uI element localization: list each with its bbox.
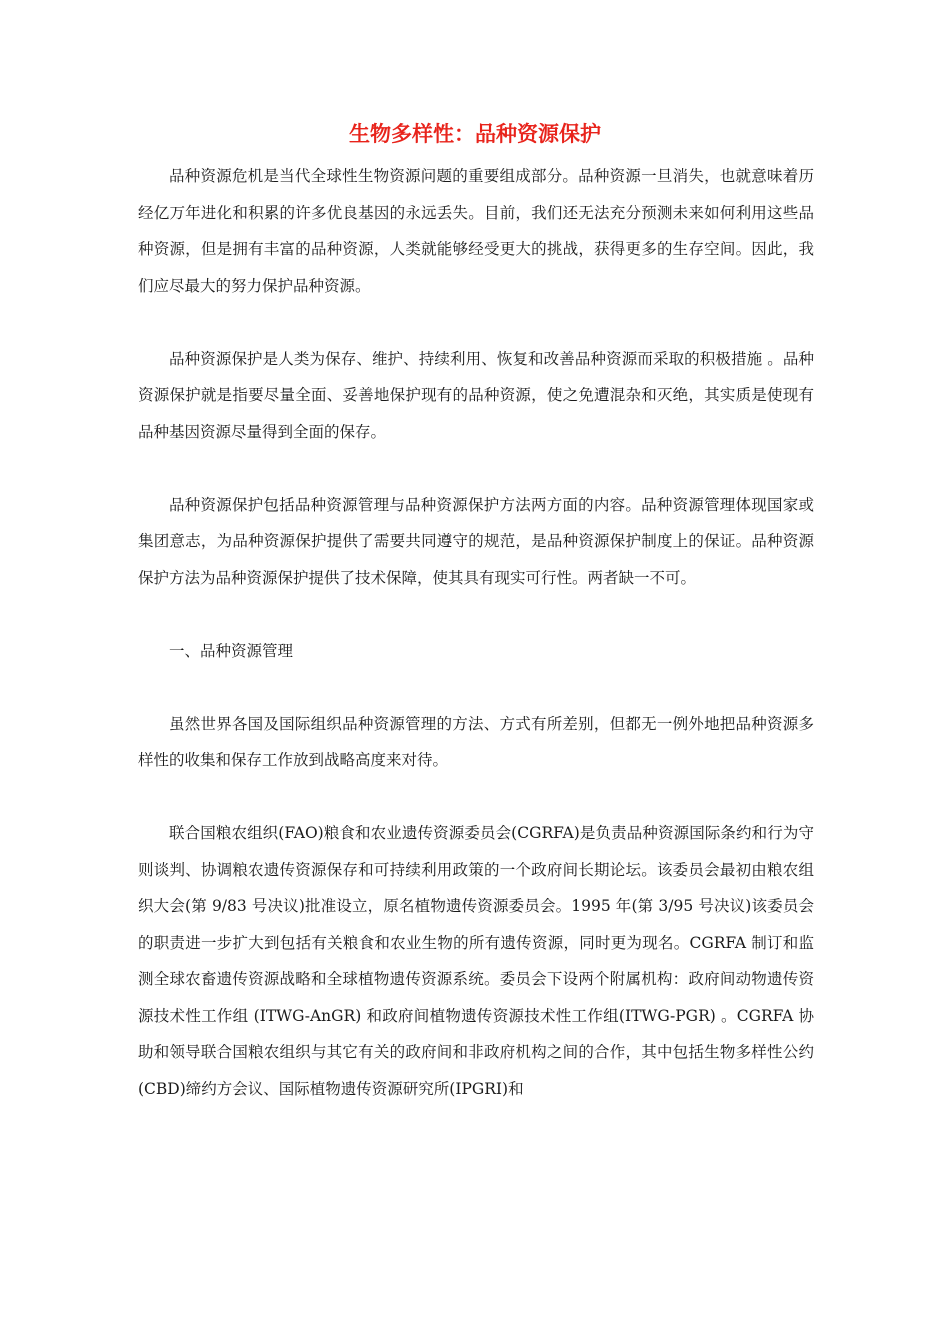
section-heading: 一、品种资源管理 [169, 641, 294, 660]
paragraph-spacer [138, 304, 814, 341]
paragraph-3: 品种资源保护包括品种资源管理与品种资源保护方法两方面的内容。品种资源管理体现国家或集团意志，为品种资源保护提供了需要共同遵守的规范，是品种资源保护制度上的保证。品种资源保护方法为品种资源保护提供了技术保障，使其具有现实可行性。两者缺一不可。 [138, 495, 814, 587]
document-body [138, 158, 814, 1107]
paragraph-1: 品种资源危机是当代全球性生物资源问题的重要组成部分。品种资源一旦消失，也就意味着历经亿万年进化和积累的许多优良基因的永远丢失。目前，我们还无法充分预测未来如何利用这些品种资源，但是拥有丰富的品种资源，人类就能够经受更大的挑战，获得更多的生存空间。因此，我们应尽最大的努力保护品种资源。 [138, 167, 814, 295]
paragraph-spacer [138, 669, 814, 706]
paragraph-spacer [138, 779, 814, 816]
paragraph-2: 品种资源保护是人类为保存、维护、持续利用、恢复和改善品种资源而采取的积极措施 。品种资源保护就是指要尽量全面、妥善地保护现有的品种资源，使之免遭混杂和灭绝，其实质是使现有品种基因资源尽量得到全面的保存。 [138, 349, 814, 441]
paragraph-4: 虽然世界各国及国际组织品种资源管理的方法、方式有所差别，但都无一例外地把品种资源多样性的收集和保存工作放到战略高度来对待。 [138, 714, 814, 769]
paragraph-spacer [138, 450, 814, 487]
paragraph-spacer [138, 596, 814, 633]
document-title: 生物多样性：品种资源保护 [349, 122, 601, 146]
paragraph-5: 联合国粮农组织(FAO)粮食和农业遗传资源委员会(CGRFA)是负责品种资源国际条约和行为守则谈判、协调粮农遗传资源保存和可持续利用政策的一个政府间长期论坛。该委员会最初由粮农组织大会(第 9/83 号决议)批准设立，原名植物遗传资源委员会。1995 年(第 3/95 号决议)该委员会的职责进一步扩大到包括有关粮食和农业生物的所有遗传资源，同时更为现名。CGRFA 制订和监测全球农畜遗传资源战略和全球植物遗传资源系统。委员会下设两个附属机构：政府间动物遗传资源技术性工作组 (ITWG-AnGR) 和政府间植物遗传资源技术性工作组(ITWG-PGR) 。CGRFA 协助和领导联合国粮农组织与其它有关的政府间和非政府机构之间的合作，其中包括生物多样性公约(CBD)缔约方会议、国际植物遗传资源研究所(IPGRI)和 [138, 824, 814, 1098]
